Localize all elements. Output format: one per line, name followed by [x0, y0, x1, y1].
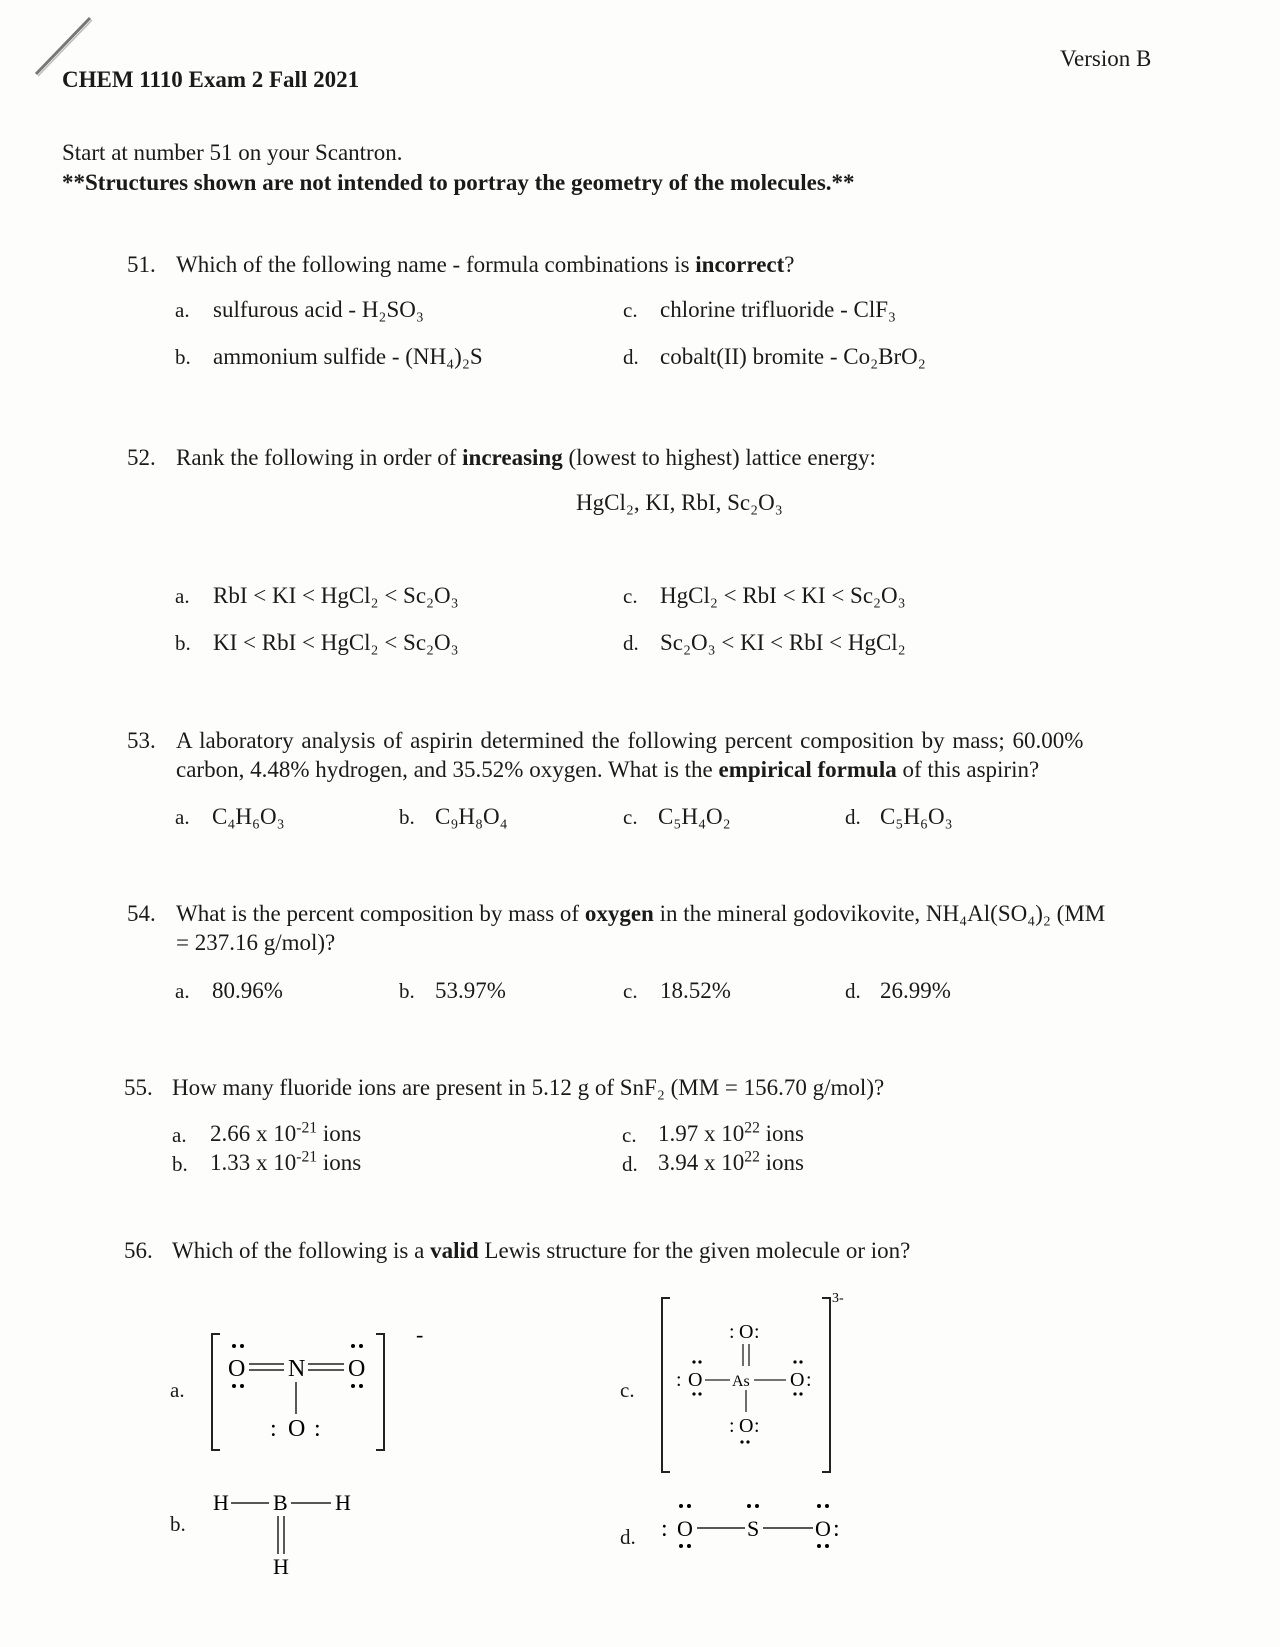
q52-compounds: HgCl₂, KI, RbI, Sc₂O₃	[576, 490, 783, 515]
q55-c-answer: 1.97 x $10^{22}$ ions	[658, 1119, 804, 1146]
q52-d-label: d.	[623, 631, 639, 655]
q53-a-label: a.	[175, 805, 190, 829]
charge-a: -	[416, 1322, 424, 1347]
svg-text::: :	[270, 1416, 277, 1442]
q55-a-label: a.	[172, 1123, 187, 1147]
svg-text::: :	[754, 1415, 760, 1437]
svg-text:O: O	[815, 1516, 831, 1541]
svg-text:H: H	[273, 1554, 289, 1579]
q51-a-answer: sulfurous acid - H₂SO₃	[213, 297, 424, 322]
q53-d-answer: C₅H₆O₃	[880, 804, 953, 829]
svg-text::: :	[729, 1415, 735, 1437]
q53-c-label: c.	[623, 805, 638, 829]
q53-text-line1: A laboratory analysis of aspirin determined the following percent composition by mass; 60.00%	[176, 728, 1084, 753]
q52-a-answer: RbI < KI < HgCl₂ < Sc₂O₃	[213, 583, 459, 608]
q51-number: 51.	[127, 252, 156, 277]
svg-text:S: S	[747, 1516, 760, 1541]
q54-d-answer: 26.99%	[880, 978, 951, 1003]
q54-b-answer: 53.97%	[435, 978, 506, 1003]
q55-a-answer: 2.66 x $10^{-21}$ ions	[210, 1119, 362, 1146]
instruction-scantron: Start at number 51 on your Scantron.	[62, 140, 403, 165]
charge-c: 3-	[832, 1291, 844, 1306]
svg-text:B: B	[273, 1490, 288, 1515]
q53-a-answer: C₄H₆O₃	[212, 804, 285, 829]
q51-c-label: c.	[623, 298, 638, 322]
q53-b-answer: C₉H₈O₄	[435, 804, 508, 829]
svg-text::: :	[729, 1321, 735, 1343]
q51-a-label: a.	[175, 298, 190, 322]
lewis-structure-c	[650, 1290, 850, 1480]
q52-c-label: c.	[623, 584, 638, 608]
svg-text::: :	[754, 1321, 760, 1343]
q53-c-answer: C₅H₄O₂	[658, 804, 731, 829]
q55-number: 55.	[124, 1075, 153, 1100]
q55-d-label: d.	[622, 1152, 638, 1176]
q56-text: Which of the following is a valid Lewis structure for the given molecule or ion?	[172, 1238, 911, 1263]
svg-text:H: H	[335, 1490, 351, 1515]
q53-d-label: d.	[845, 805, 861, 829]
lewis-structure-b	[205, 1480, 375, 1580]
version-label: Version B	[1060, 46, 1152, 71]
q54-c-answer: 18.52%	[660, 978, 731, 1003]
svg-text:O: O	[348, 1356, 366, 1382]
q52-number: 52.	[127, 445, 156, 470]
q52-c-answer: HgCl₂ < RbI < KI < Sc₂O₃	[660, 583, 906, 608]
q56-number: 56.	[124, 1238, 153, 1263]
exam-title: CHEM 1110 Exam 2 Fall 2021	[62, 67, 360, 92]
svg-text:N: N	[288, 1356, 306, 1382]
lewis-structure-a	[200, 1320, 440, 1460]
svg-text:O: O	[790, 1369, 805, 1391]
svg-text::: :	[676, 1369, 682, 1391]
q54-b-label: b.	[399, 979, 415, 1003]
q51-d-answer: cobalt(II) bromite - Co₂BrO₂	[660, 344, 926, 369]
q51-b-answer: ammonium sulfide - (NH₄)₂S	[213, 344, 483, 369]
q52-a-label: a.	[175, 584, 190, 608]
q55-text: How many fluoride ions are present in 5.12 g of SnF₂ (MM = 156.70 g/mol)?	[172, 1075, 885, 1100]
q52-b-label: b.	[175, 631, 191, 655]
q51-b-label: b.	[175, 345, 191, 369]
svg-text:O: O	[688, 1369, 703, 1391]
q53-text-line2: carbon, 4.48% hydrogen, and 35.52% oxygen. What is the empirical formula of this aspirin?	[176, 757, 1040, 782]
q54-d-label: d.	[845, 979, 861, 1003]
q55-d-answer: 3.94 x $10^{22}$ ions	[658, 1148, 804, 1175]
q52-d-answer: Sc₂O₃ < KI < RbI < HgCl₂	[660, 630, 906, 655]
q54-c-label: c.	[623, 979, 638, 1003]
q51-c-answer: chlorine trifluoride - ClF₃	[660, 297, 897, 322]
q55-c-label: c.	[622, 1123, 637, 1147]
svg-text:O: O	[739, 1321, 754, 1343]
q54-text-line1: What is the percent composition by mass of oxygen in the mineral godovikovite, NH₄Al(SO₄)₂ (MM	[176, 901, 1106, 926]
svg-text::: :	[806, 1369, 812, 1391]
svg-text:As: As	[732, 1373, 750, 1390]
q55-b-answer: 1.33 x $10^{-21}$ ions	[210, 1148, 362, 1175]
q54-text-line2: = 237.16 g/mol)?	[176, 930, 336, 955]
instruction-structures: **Structures shown are not intended to portray the geometry of the molecules.**	[62, 170, 855, 195]
q52-text: Rank the following in order of increasing (lowest to highest) lattice energy:	[176, 445, 876, 470]
svg-text:H: H	[213, 1490, 229, 1515]
q56-a-label: a.	[170, 1378, 185, 1402]
q55-b-label: b.	[172, 1152, 188, 1176]
q53-b-label: b.	[399, 805, 415, 829]
q56-c-label: c.	[620, 1378, 635, 1402]
svg-text:O: O	[228, 1356, 246, 1382]
q51-text: Which of the following name - formula combinations is incorrect?	[176, 252, 795, 277]
q56-b-label: b.	[170, 1512, 186, 1536]
svg-text:O: O	[739, 1415, 754, 1437]
lewis-structure-d	[655, 1490, 865, 1560]
q51-d-label: d.	[623, 345, 639, 369]
svg-text::: :	[661, 1516, 668, 1542]
q54-a-answer: 80.96%	[212, 978, 283, 1003]
svg-text:O: O	[677, 1516, 693, 1541]
svg-text::: :	[314, 1416, 321, 1442]
q53-number: 53.	[127, 728, 156, 753]
svg-text:O: O	[288, 1416, 306, 1442]
q54-number: 54.	[127, 901, 156, 926]
q54-a-label: a.	[175, 979, 190, 1003]
q56-d-label: d.	[620, 1525, 636, 1549]
svg-text::: :	[833, 1516, 840, 1542]
q52-b-answer: KI < RbI < HgCl₂ < Sc₂O₃	[213, 630, 459, 655]
